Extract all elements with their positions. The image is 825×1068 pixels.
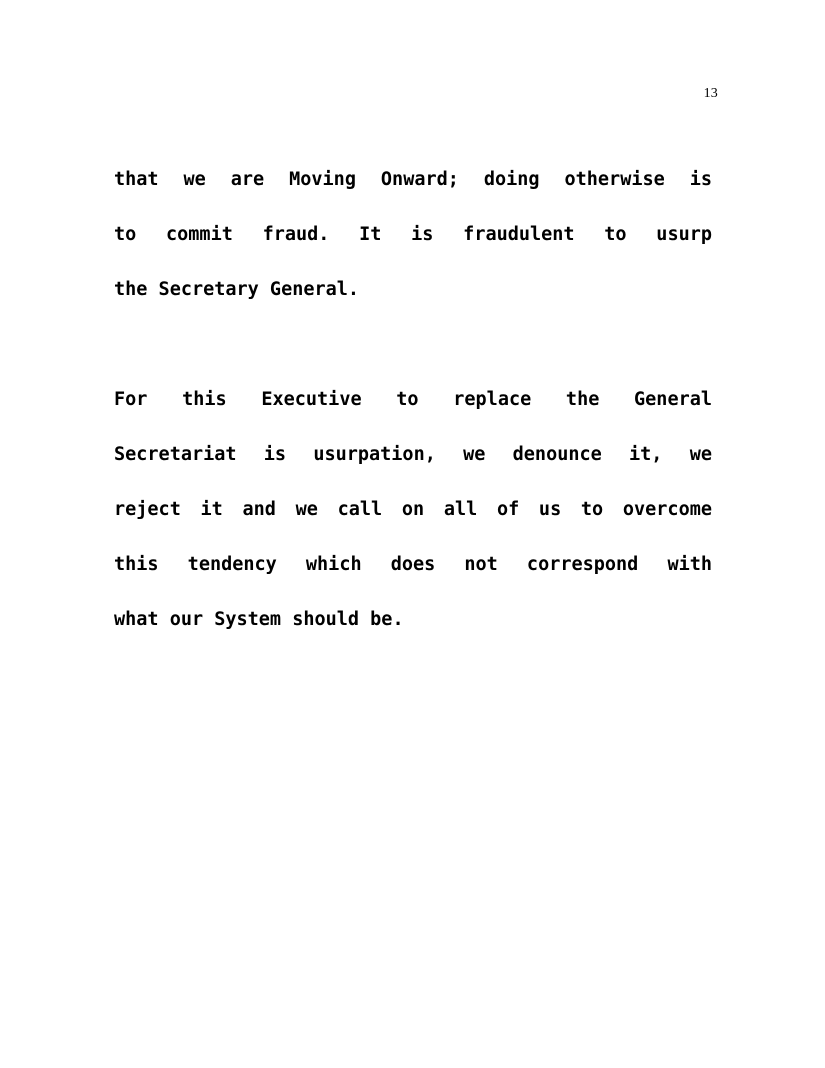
paragraph	[114, 152, 712, 317]
page-number: 13	[703, 86, 718, 101]
paragraph	[114, 372, 712, 647]
text-line: to commit fraud. It is fraudulent to usurp	[114, 224, 712, 245]
text-line: Secretariat is usurpation, we denounce it, we	[114, 444, 712, 465]
text-line: For this Executive to replace the General	[114, 389, 712, 410]
text-line: this tendency which does not correspond with	[114, 554, 712, 575]
text-line: reject it and we call on all of us to overcome	[114, 499, 712, 520]
text-line: what our System should be.	[114, 609, 404, 630]
document-body	[114, 152, 712, 647]
text-line: that we are Moving Onward; doing otherwise is	[114, 169, 712, 190]
text-line: the Secretary General.	[114, 279, 360, 300]
